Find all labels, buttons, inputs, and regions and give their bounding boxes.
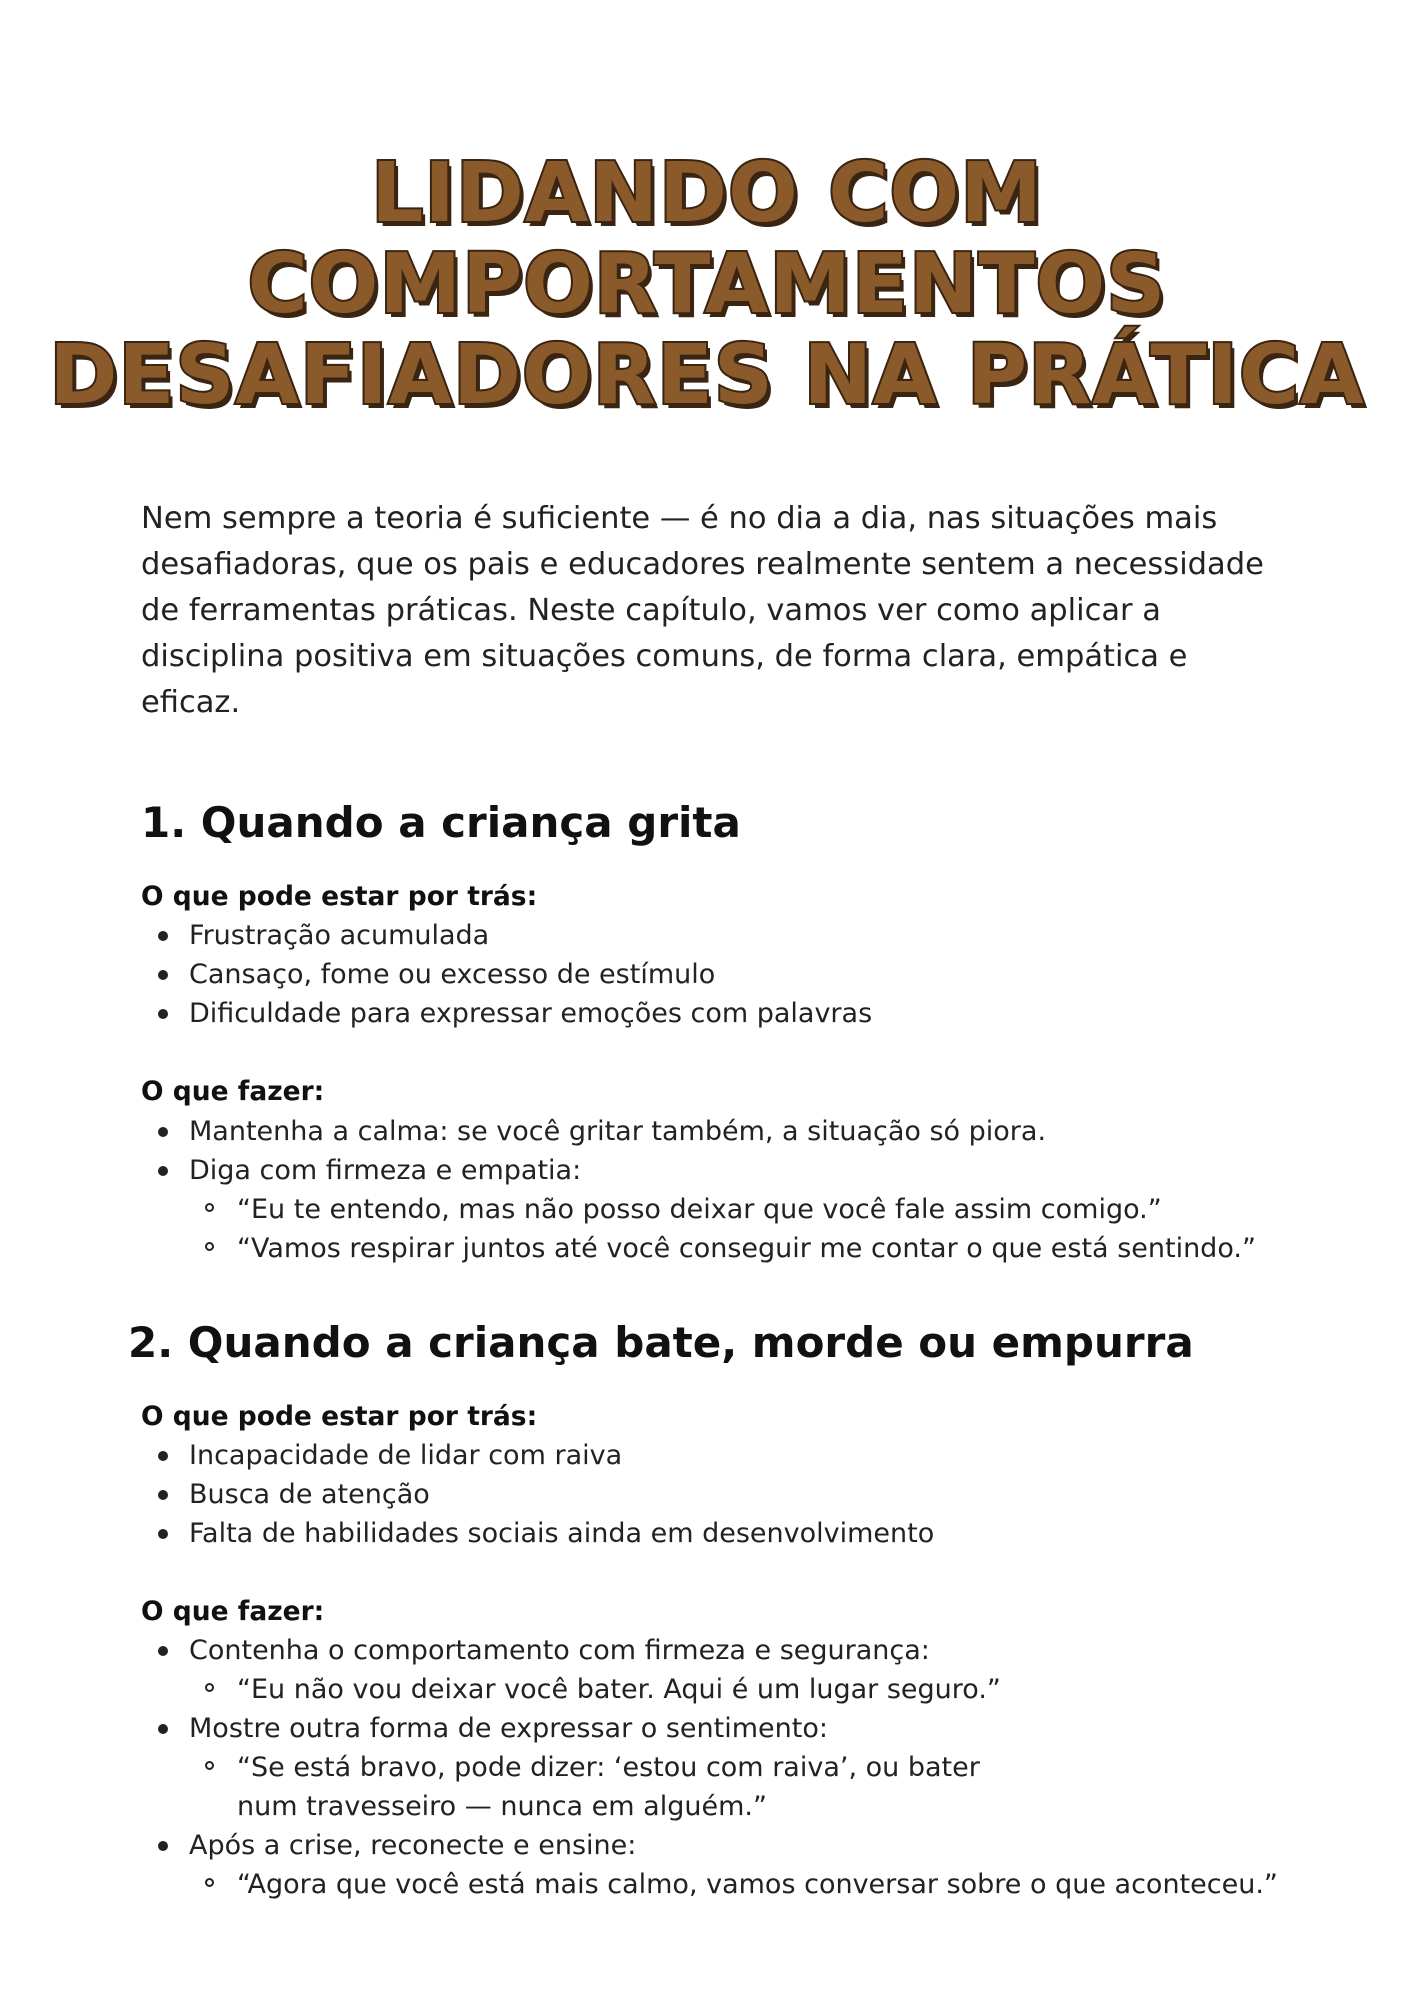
list-item: Incapacidade de lidar com raiva <box>141 1436 1291 1475</box>
list-item <box>141 1826 1291 1904</box>
list-item: Dificuldade para expressar emoções com palavras <box>141 994 1291 1033</box>
list-item <box>141 1709 1291 1826</box>
section-2-causes-list <box>141 1436 1291 1553</box>
section-1-causes-label: O que pode estar por trás: <box>141 881 538 912</box>
sub-list <box>189 1865 1291 1904</box>
sub-list-item: “Eu não vou deixar você bater. Aqui é um lugar seguro.” <box>189 1670 1291 1709</box>
sub-list <box>189 1190 1291 1268</box>
title-line-1: LIDANDO COM <box>371 146 1043 241</box>
sub-list-item: “Eu te entendo, mas não posso deixar que você fale assim comigo.” <box>189 1190 1291 1229</box>
sub-list <box>189 1748 1291 1826</box>
sub-list <box>189 1670 1291 1709</box>
intro-paragraph: Nem sempre a teoria é suficiente — é no dia a dia, nas situações mais desafiadoras, que os pais e educadores realmente sentem a necessidade de ferramentas práticas. Neste capítulo, vamos ver como aplicar a disciplina positiva em situações comuns, de forma clara, empática e eficaz. <box>141 501 1264 720</box>
section-1-actions-label: O que fazer: <box>141 1076 325 1107</box>
title-line-3: DESAFIADORES NA PRÁTICA <box>49 328 1365 423</box>
list-item: Busca de atenção <box>141 1475 1291 1514</box>
list-item-text: Mostre outra forma de expressar o sentimento: <box>189 1713 828 1744</box>
section-2-actions-list <box>141 1631 1291 1904</box>
section-1-causes-list <box>141 916 1291 1033</box>
sub-list-item: “Vamos respirar juntos até você conseguir me contar o que está sentindo.” <box>189 1229 1291 1268</box>
title-line-2: COMPORTAMENTOS <box>247 237 1167 332</box>
sub-list-item: “Agora que você está mais calmo, vamos conversar sobre o que aconteceu.” <box>189 1865 1291 1904</box>
list-item: Cansaço, fome ou excesso de estímulo <box>141 955 1291 994</box>
sub-list-item: “Se está bravo, pode dizer: ‘estou com raiva’, ou bater num travesseiro — nunca em alguém.” <box>189 1748 1291 1826</box>
list-item-text: Diga com firmeza e empatia: <box>189 1155 582 1186</box>
list-item: Falta de habilidades sociais ainda em desenvolvimento <box>141 1514 1291 1553</box>
list-item-text: Contenha o comportamento com firmeza e segurança: <box>189 1635 930 1666</box>
list-item-text: Após a crise, reconecte e ensine: <box>189 1830 637 1861</box>
section-2-actions-label: O que fazer: <box>141 1596 325 1627</box>
section-1-actions-list <box>141 1112 1291 1268</box>
section-2-causes-label: O que pode estar por trás: <box>141 1401 538 1432</box>
list-item-text: Mantenha a calma: se você gritar também, a situação só piora. <box>189 1116 1047 1147</box>
section-2-heading: 2. Quando a criança bate, morde ou empurra <box>128 1318 1194 1367</box>
list-item <box>141 1151 1291 1268</box>
page-title <box>0 148 1414 421</box>
list-item <box>141 1112 1291 1151</box>
list-item <box>141 1631 1291 1709</box>
list-item: Frustração acumulada <box>141 916 1291 955</box>
section-1-heading: 1. Quando a criança grita <box>141 798 741 847</box>
